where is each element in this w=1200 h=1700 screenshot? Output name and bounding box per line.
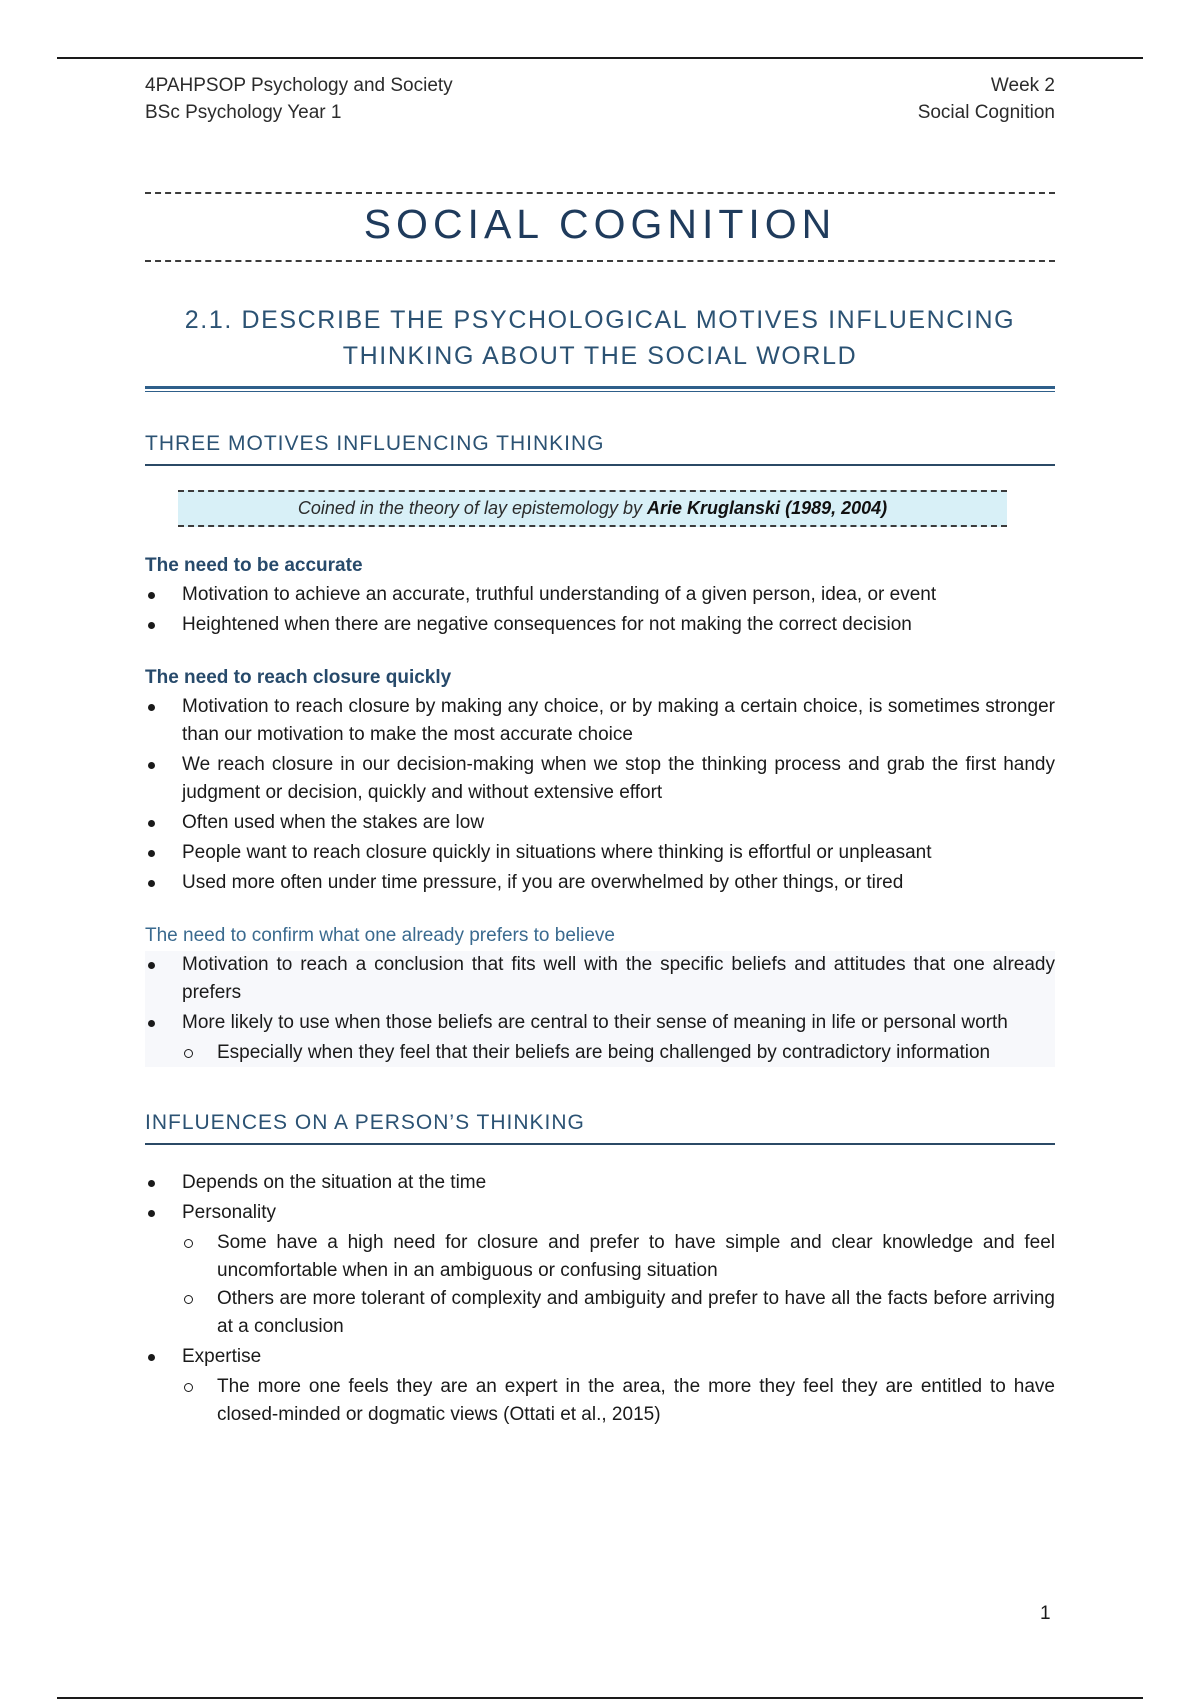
- page-header: [145, 72, 1055, 126]
- personality-sublist: [145, 1229, 1055, 1341]
- course-name: 4PAHPSOP Psychology and Society: [145, 75, 453, 96]
- motive-accurate-title: The need to be accurate: [145, 555, 363, 576]
- motive-confirm-list: [145, 951, 1055, 1037]
- section-rule-thin: [145, 391, 1055, 392]
- list-item: Motivation to achieve an accurate, truthful understanding of a given person, idea, or event: [145, 581, 1055, 609]
- motive-confirm-title: The need to confirm what one already prefers to believe: [145, 925, 615, 946]
- expertise-sublist: [145, 1373, 1055, 1429]
- section-title-line2: THINKING ABOUT THE SOCIAL WORLD: [342, 342, 858, 370]
- list-item: Expertise: [145, 1343, 1055, 1371]
- list-item: Motivation to reach a conclusion that fits well with the specific beliefs and attitudes that one already prefers: [145, 951, 1055, 1007]
- title-block: [145, 192, 1055, 262]
- motives-heading: THREE MOTIVES INFLUENCING THINKING: [145, 432, 1055, 466]
- topic-label: Social Cognition: [917, 102, 1055, 123]
- header-left: [145, 72, 453, 126]
- week-label: Week 2: [990, 75, 1055, 96]
- list-item: Motivation to reach closure by making any choice, or by making a certain choice, is sometimes stronger than our motivation to make the most accurate choice: [145, 693, 1055, 749]
- list-item: More likely to use when those beliefs are central to their sense of meaning in life or personal worth: [145, 1009, 1055, 1037]
- list-item: Used more often under time pressure, if you are overwhelmed by other things, or tired: [145, 869, 1055, 897]
- page-title: SOCIAL COGNITION: [363, 201, 837, 247]
- sub-list-item: Especially when they feel that their beliefs are being challenged by contradictory information: [145, 1039, 1055, 1067]
- sub-list-item: Some have a high need for closure and prefer to have simple and clear knowledge and feel uncomfortable when in an ambiguous or confusing situation: [145, 1229, 1055, 1285]
- expertise-list: [145, 1343, 1055, 1371]
- list-item: Heightened when there are negative consequences for not making the correct decision: [145, 611, 1055, 639]
- sub-list-item: The more one feels they are an expert in the area, the more they feel they are entitled to have closed-minded or dogmatic views (Ottati et al., 2015): [145, 1373, 1055, 1429]
- list-item: Often used when the stakes are low: [145, 809, 1055, 837]
- motive-confirm-block: [145, 951, 1055, 1067]
- callout-text: Coined in the theory of lay epistemology by: [297, 498, 648, 518]
- section-title-line1: 2.1. DESCRIBE THE PSYCHOLOGICAL MOTIVES INFLUENCING: [184, 306, 1016, 334]
- title-dash-bottom: [145, 260, 1055, 262]
- bottom-rule: [57, 1697, 1143, 1699]
- sub-list-item: Others are more tolerant of complexity and ambiguity and prefer to have all the facts before arriving at a conclusion: [145, 1285, 1055, 1341]
- list-item: People want to reach closure quickly in situations where thinking is effortful or unpleasant: [145, 839, 1055, 867]
- list-item: Personality: [145, 1199, 1055, 1227]
- header-right: [918, 72, 1055, 126]
- list-item: Depends on the situation at the time: [145, 1169, 1055, 1197]
- influences-list: [145, 1169, 1055, 1227]
- document-page: [145, 72, 1055, 1429]
- influences-heading: INFLUENCES ON A PERSON’S THINKING: [145, 1111, 1055, 1145]
- motive-closure-list: [145, 693, 1055, 897]
- section-rule: [145, 386, 1055, 389]
- lay-epistemology-callout: [178, 490, 1007, 527]
- page-number: 1: [1040, 1603, 1051, 1624]
- motive-closure-title: The need to reach closure quickly: [145, 667, 452, 688]
- top-rule: [57, 57, 1143, 59]
- motive-confirm-sublist: [145, 1039, 1055, 1067]
- program-name: BSc Psychology Year 1: [145, 102, 342, 123]
- section-title: [145, 302, 1055, 384]
- callout-citation: Arie Kruglanski (1989, 2004): [647, 498, 888, 518]
- motive-accurate-list: [145, 581, 1055, 639]
- list-item: We reach closure in our decision-making when we stop the thinking process and grab the first handy judgment or decision, quickly and without extensive effort: [145, 751, 1055, 807]
